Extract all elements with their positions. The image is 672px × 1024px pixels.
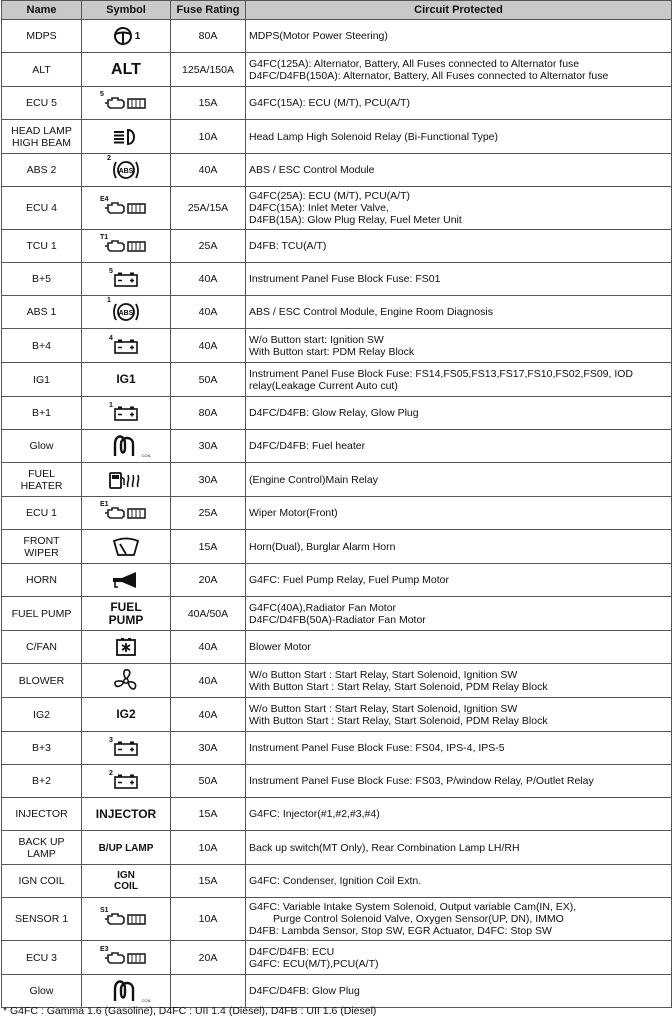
fuse-rating: 10A [171,831,246,865]
circuit-protected-cell [246,898,672,941]
circuit-line: D4FC/D4FB: Fuel heater [249,440,366,452]
fuse-symbol-cell [82,329,171,363]
abs-icon [107,155,141,182]
table-row [2,765,672,798]
symbol-text-line: ALT [111,60,141,78]
circuit-line: G4FC: ECU(M/T),PCU(A/T) [249,957,379,970]
fuse-symbol-cell [82,564,171,597]
fuse-name: IGN COIL [18,875,65,887]
circuit-protected-cell [246,765,672,798]
circuit-line: Blower Motor [249,641,311,653]
circuit-line: G4FC: Injector(#1,#2,#3,#4) [249,808,380,820]
circuit-line: Wiper Motor(Front) [249,507,338,519]
circuit-line: D4FB: Lambda Sensor, Stop SW, EGR Actuator, D4FC: Stop SW [249,925,552,937]
table-row [2,296,672,329]
header-name: Name [2,1,82,20]
fuse-name-cell [2,187,82,230]
circuit-line: Head Lamp High Solenoid Relay (Bi-Functional Type) [249,130,499,143]
fuse-symbol-cell [82,230,171,263]
fuse-name-cell [2,120,82,154]
coil-label: COIL [141,998,151,1003]
fuse-rating [171,975,246,1008]
fuse-rating: 15A [171,87,246,120]
fuse-name: C/FAN [26,641,57,653]
header-rating: Fuse Rating [171,1,246,20]
circuit-line: Instrument Panel Fuse Block Fuse: FS03, P/window Relay, P/Outlet Relay [249,775,594,787]
fuse-name: BACK UP [18,835,65,848]
svg-text:ABS: ABS [118,168,134,175]
symbol-index: S1 [100,907,109,914]
fuse-name-cell [2,798,82,831]
fuse-name: B+4 [32,339,51,352]
circuit-line: ABS / ESC Control Module, Engine Room Diagnosis [249,306,493,318]
abs-icon [107,297,141,324]
fuse-symbol-cell [82,363,171,397]
engine-ecu-icon [100,501,148,522]
fuse-rating: 40A/50A [171,597,246,631]
fuse-symbol-cell [82,497,171,530]
symbol-suffix: 1 [134,30,141,42]
fuse-symbol-cell [82,296,171,329]
circuit-line: G4FC(40A),Radiator Fan Motor [249,601,397,614]
circuit-protected-cell [246,732,672,765]
fuse-rating: 15A [171,865,246,898]
fuse-name: HEAD LAMP [11,124,72,137]
circuit-line: D4FB: TCU(A/T) [249,240,327,252]
circuit-protected-cell [246,865,672,898]
table-row [2,564,672,597]
fuse-symbol-cell [82,765,171,798]
circuit-line: G4FC(125A): Alternator, Battery, All Fuses connected to Alternator fuse [249,57,580,70]
fuse-name-cell [2,975,82,1008]
circuit-line: D4FB(15A): Glow Plug Relay, Fuel Meter Unit [249,214,462,226]
circuit-line: W/o Button Start : Start Relay, Start Solenoid, Ignition SW [249,702,518,715]
fuse-rating: 125A/150A [171,53,246,87]
fuse-rating: 40A [171,263,246,296]
fuse-name-cell [2,941,82,975]
fuse-symbol-cell [82,187,171,230]
table-row [2,597,672,631]
table-row [2,530,672,564]
fuse-name: B+3 [32,742,51,754]
fuse-symbol-cell [82,831,171,865]
table-row [2,463,672,497]
circuit-line: (Engine Control)Main Relay [249,473,378,486]
fuse-rating: 50A [171,765,246,798]
fuse-name: IG2 [33,708,50,721]
fuse-symbol-cell [82,53,171,87]
fuse-name: WIPER [24,546,59,559]
table-row [2,154,672,187]
fuse-name: ALT [32,63,51,76]
fuse-name-cell [2,263,82,296]
fuse-name: IG1 [33,373,50,386]
engine-ecu-icon [100,907,148,928]
circuit-line: W/o Button Start : Start Relay, Start Solenoid, Ignition SW [249,668,518,681]
table-row [2,187,672,230]
fuse-rating: 40A [171,154,246,187]
circuit-line: W/o Button start: Ignition SW [249,333,384,346]
engine-code-footnote: * G4FC : Gamma 1.6 (Gasoline), D4FC : UII 1.4 (Diesel), D4FB : UII 1.6 (Diesel) [3,1005,377,1017]
table-row [2,363,672,397]
symbol-text [99,843,154,854]
fuse-symbol-cell [82,463,171,497]
circuit-protected-cell [246,664,672,698]
fuse-name-cell [2,831,82,865]
fuse-name: HIGH BEAM [12,136,71,149]
fuse-symbol-cell [82,664,171,698]
fuse-name-cell [2,898,82,941]
fuse-name-cell [2,20,82,53]
circuit-protected-cell [246,296,672,329]
fuse-table-container [1,0,671,1008]
circuit-protected-cell [246,430,672,463]
fuse-name: ECU 4 [26,202,57,214]
symbol-index: 1 [109,402,113,409]
fuse-name: HORN [26,574,57,586]
fuse-name-cell [2,430,82,463]
fuse-symbol-cell [82,798,171,831]
fuse-name: ECU 1 [26,507,57,519]
circuit-protected-cell [246,397,672,430]
circuit-protected-cell [246,20,672,53]
fuse-rating: 80A [171,20,246,53]
fuse-name: B+1 [32,407,51,419]
engine-ecu-icon [100,196,148,217]
table-row [2,120,672,154]
table-row [2,53,672,87]
circuit-line: With Button Start : Start Relay, Start Solenoid, PDM Relay Block [249,680,548,693]
circuit-protected-cell [246,263,672,296]
fuse-symbol-cell [82,597,171,631]
fuse-name-cell [2,564,82,597]
svg-text:ABS: ABS [118,310,134,317]
table-row [2,732,672,765]
engine-ecu-icon [100,91,148,112]
fuse-name-cell [2,53,82,87]
fuse-name-cell [2,865,82,898]
circuit-protected-cell [246,329,672,363]
table-row [2,631,672,664]
battery-icon [109,737,139,756]
circuit-line: D4FC/D4FB: Glow Plug [249,985,360,997]
symbol-index: 4 [109,334,113,342]
battery-icon [109,334,139,354]
symbol-text-line: IG1 [116,372,136,386]
circuit-protected-cell [246,53,672,87]
fuse-name: ABS 2 [26,164,57,176]
circuit-protected-cell [246,120,672,154]
circuit-line: Instrument Panel Fuse Block Fuse: FS04, IPS-4, IPS-5 [249,742,505,754]
fuse-symbol-cell [82,154,171,187]
symbol-text-line: B/UP LAMP [98,842,154,854]
fuse-name: ABS 1 [26,306,57,318]
table-row [2,798,672,831]
fuse-rating: 10A [171,120,246,154]
fuse-symbol-cell [82,120,171,154]
circuit-line: D4FC(15A): Inlet Meter Valve, [249,202,389,214]
fuse-name: ECU 3 [26,951,57,964]
symbol-text-line: COIL [114,881,138,892]
circuit-line: G4FC: Fuel Pump Relay, Fuel Pump Motor [249,574,449,586]
fuse-name-cell [2,154,82,187]
circuit-line: D4FC/D4FB: ECU [249,945,335,958]
symbol-text-line: IGN [117,870,135,881]
circuit-protected-cell [246,941,672,975]
circuit-line: D4FC/D4FB(50A)-Radiator Fan Motor [249,613,426,626]
fuse-name-cell [2,631,82,664]
symbol-text-line: FUEL [110,599,142,614]
symbol-text [111,60,141,78]
symbol-text-line: IG2 [116,707,136,721]
fuse-symbol-cell [82,87,171,120]
fuse-symbol-cell [82,941,171,975]
cooling-fan-icon [115,637,137,657]
engine-ecu-icon [100,945,148,967]
circuit-protected-cell [246,87,672,120]
symbol-text [109,601,144,627]
fuse-symbol-cell [82,898,171,941]
fuse-name-cell [2,698,82,732]
fuse-rating: 15A [171,798,246,831]
fuse-rating: 15A [171,530,246,564]
circuit-line: Instrument Panel Fuse Block Fuse: FS14,FS05,FS13,FS17,FS10,FS02,FS09, IOD [249,367,634,380]
circuit-line: With Button Start : Start Relay, Start Solenoid, PDM Relay Block [249,714,548,727]
circuit-line: Instrument Panel Fuse Block Fuse: FS01 [249,273,441,285]
circuit-line: With Button start: PDM Relay Block [249,345,415,358]
header-circuit: Circuit Protected [246,1,672,20]
fuse-name-cell [2,530,82,564]
circuit-line: MDPS(Motor Power Steering) [249,30,388,42]
circuit-protected-cell [246,363,672,397]
table-row [2,831,672,865]
table-row [2,263,672,296]
symbol-text [114,870,138,892]
circuit-line: D4FC/D4FB: Glow Relay, Glow Plug [249,407,419,419]
fuse-table [1,0,672,1008]
fuse-name: Glow [29,985,54,997]
symbol-text-line: PUMP [108,612,144,627]
fuse-name-cell [2,397,82,430]
steering-wheel-icon [112,26,141,46]
fuse-symbol-cell [82,530,171,564]
fuse-name-cell [2,363,82,397]
symbol-text-line: INJECTOR [95,806,157,821]
fuse-symbol-cell [82,263,171,296]
fuse-rating: 25A [171,497,246,530]
symbol-text [116,708,135,721]
fuse-rating: 40A [171,296,246,329]
fuse-rating: 40A [171,329,246,363]
fuse-name-cell [2,230,82,263]
circuit-line: G4FC: Condenser, Ignition Coil Extn. [249,875,422,887]
circuit-line: G4FC(15A): ECU (M/T), PCU(A/T) [249,97,411,109]
fuse-symbol-cell [82,732,171,765]
fuse-name: ECU 5 [26,97,57,109]
table-row [2,941,672,975]
coil-label: COIL [141,453,151,458]
fuse-name: FUEL PUMP [11,607,72,620]
circuit-protected-cell [246,698,672,732]
table-row [2,87,672,120]
fuse-name: Glow [29,440,54,452]
symbol-index: 5 [109,268,113,275]
circuit-protected-cell [246,530,672,564]
table-row [2,430,672,463]
table-row [2,664,672,698]
fuse-name: BLOWER [18,674,65,687]
battery-icon [109,770,139,789]
circuit-line: Back up switch(MT Only), Rear Combination Lamp LH/RH [249,841,520,854]
table-body [2,20,672,1008]
fuse-rating: 40A [171,631,246,664]
symbol-index: E3 [100,945,109,953]
circuit-line: G4FC: Variable Intake System Solenoid, Output variable Cam(IN, EX), [249,901,577,913]
circuit-protected-cell [246,631,672,664]
fuse-name-cell [2,597,82,631]
symbol-index: 2 [107,155,111,162]
fuse-name: MDPS [26,30,57,42]
circuit-protected-cell [246,154,672,187]
fuse-name-cell [2,497,82,530]
circuit-protected-cell [246,497,672,530]
fuse-symbol-cell [82,631,171,664]
battery-icon [109,268,139,287]
fuse-name-cell [2,87,82,120]
circuit-protected-cell [246,564,672,597]
circuit-line: ABS / ESC Control Module [249,164,375,176]
fuse-name: B+2 [32,775,51,787]
fuse-symbol-cell [82,975,171,1008]
table-row [2,20,672,53]
circuit-protected-cell [246,798,672,831]
table-row [2,329,672,363]
fuel-heater-icon [108,469,144,491]
symbol-index: 2 [109,770,113,777]
table-row [2,898,672,941]
fuse-rating: 20A [171,564,246,597]
circuit-protected-cell [246,463,672,497]
circuit-protected-cell [246,831,672,865]
circuit-protected-cell [246,975,672,1008]
fuse-name: SENSOR 1 [14,913,69,925]
circuit-line: relay(Leakage Current Auto cut) [249,379,398,392]
symbol-index: 3 [109,737,113,744]
fuse-name: INJECTOR [15,808,68,820]
table-row [2,397,672,430]
fuse-name-cell [2,732,82,765]
table-row [2,230,672,263]
symbol-text [116,373,135,386]
table-row [2,497,672,530]
fuse-symbol-cell [82,397,171,430]
fuse-rating: 30A [171,430,246,463]
circuit-line: D4FC/D4FB(150A): Alternator, Battery, All Fuses connected to Alternator fuse [249,69,609,82]
fuse-name-cell [2,664,82,698]
fuse-name: FRONT [23,534,60,547]
header-symbol: Symbol [82,1,171,20]
fuse-rating: 20A [171,941,246,975]
table-row [2,975,672,1008]
table-row [2,865,672,898]
fuse-symbol-cell [82,865,171,898]
circuit-line: Horn(Dual), Burglar Alarm Horn [249,540,396,553]
circuit-line: G4FC(25A): ECU (M/T), PCU(A/T) [249,190,411,202]
fuse-symbol-cell [82,430,171,463]
fuse-rating: 30A [171,732,246,765]
symbol-index: T1 [100,234,109,241]
fuse-name: TCU 1 [26,240,57,252]
fuse-name-cell [2,329,82,363]
fuse-rating: 10A [171,898,246,941]
wiper-icon [111,536,141,558]
circuit-protected-cell [246,187,672,230]
fuse-rating: 40A [171,698,246,732]
glow-coil-icon [109,432,151,460]
glow-coil-icon [109,977,151,1005]
fuse-rating: 40A [171,664,246,698]
circuit-line: Purge Control Solenoid Valve, Oxygen Sensor(UP, DN), IMMO [273,913,564,925]
circuit-protected-cell [246,230,672,263]
fuse-name: B+5 [32,273,51,285]
fuse-symbol-cell [82,698,171,732]
fuse-rating: 80A [171,397,246,430]
blower-fan-icon [111,667,141,695]
battery-icon [109,402,139,421]
fuse-name: FUEL [28,467,55,480]
engine-ecu-icon [100,234,148,255]
horn-icon [110,569,142,591]
fuse-rating: 25A/15A [171,187,246,230]
circuit-protected-cell [246,597,672,631]
fuse-name-cell [2,296,82,329]
fuse-name: LAMP [27,847,56,860]
fuse-name: HEATER [20,479,63,492]
symbol-index: 5 [100,91,104,98]
fuse-rating: 25A [171,230,246,263]
fuse-rating: 30A [171,463,246,497]
table-row [2,698,672,732]
table-header-row [2,1,672,20]
symbol-index: 1 [107,297,111,304]
symbol-index: E1 [100,501,109,508]
fuse-symbol-cell [82,20,171,53]
symbol-text [96,808,156,821]
fuse-rating: 50A [171,363,246,397]
fuse-name-cell [2,463,82,497]
symbol-index: E4 [100,196,109,203]
fuse-name-cell [2,765,82,798]
high-beam-icon [112,127,140,147]
